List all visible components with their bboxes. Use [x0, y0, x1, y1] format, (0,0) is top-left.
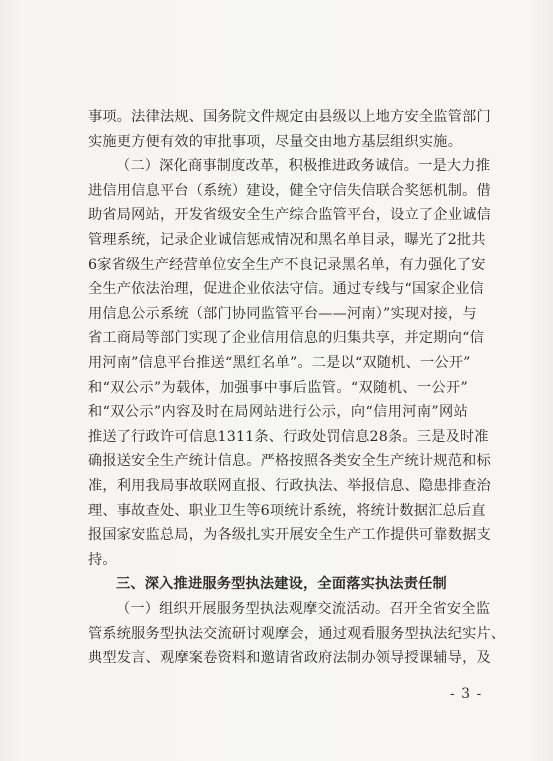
section-heading: 三、深入推进服务型执法建设，全面落实执法责任制	[116, 576, 447, 593]
text-line: 6家省级生产经营单位安全生产不良记录黑名单，有力强化了安	[88, 256, 486, 273]
text-line: 确报送安全生产统计信息。严格按照各类安全生产统计规范和标	[88, 453, 491, 470]
text-line: 省工商局等部门实现了企业信用信息的归集共享，并定期向“信	[88, 330, 484, 347]
text-line: 推送了行政许可信息1311条、行政处罚信息28条。三是及时准	[88, 428, 489, 445]
text-line: 用信息公示系统（部门协同监管平台——河南）”实现对接，与	[88, 305, 477, 322]
text-line: 持。	[88, 551, 117, 568]
text-line: 典型发言、观摩案卷资料和邀请省政府法制办领导授课辅导，及	[88, 650, 491, 667]
text-line: 助省局网站，开发省级安全生产综合监管平台，设立了企业诚信	[88, 207, 491, 224]
text-line: 管系统服务型执法交流研讨观摩会，通过观看服务型执法纪实片、	[88, 625, 506, 642]
text-line: 和“双公示”为载体，加强事中事后监管。“双随机、一公开”	[88, 379, 468, 396]
text-line: 和“双公示”内容及时在局网站进行公示，向“信用河南”网站	[88, 404, 468, 421]
text-line: 全生产依法治理，促进企业依法守信。通过专线与“国家企业信	[88, 281, 484, 298]
text-line: 事项。法律法规、国务院文件规定由县级以上地方安全监管部门	[88, 109, 491, 125]
section-subheading-line: （二）深化商事制度改革，积极推进政务诚信。一是大力推	[116, 158, 491, 175]
text-line: 用河南”信息平台推送“黑红名单”。二是以“双随机、一公开”	[88, 355, 471, 371]
section-subheading-line: （一）组织开展服务型执法观摩交流活动。召开全省安全监	[116, 601, 491, 617]
text-line: 理、事故查处、职业卫生等6项统计系统，将统计数据汇总后直	[88, 502, 486, 519]
page-number: - 3 -	[450, 686, 483, 702]
text-line: 进信用信息平台（系统）建设，健全守信失信联合奖惩机制。借	[88, 182, 491, 199]
text-line: 管理系统，记录企业诚信惩戒情况和黑名单目录，曝光了2批共	[88, 232, 486, 248]
text-line: 准，利用我局事故联网直报、行政执法、举报信息、隐患排查治	[88, 478, 491, 494]
text-line: 报国家安监总局，为各级扎实开展安全生产工作提供可靠数据支	[88, 527, 491, 544]
text-line: 实施更方便有效的审批事项，尽量交由地方基层组织实施。	[88, 133, 463, 150]
